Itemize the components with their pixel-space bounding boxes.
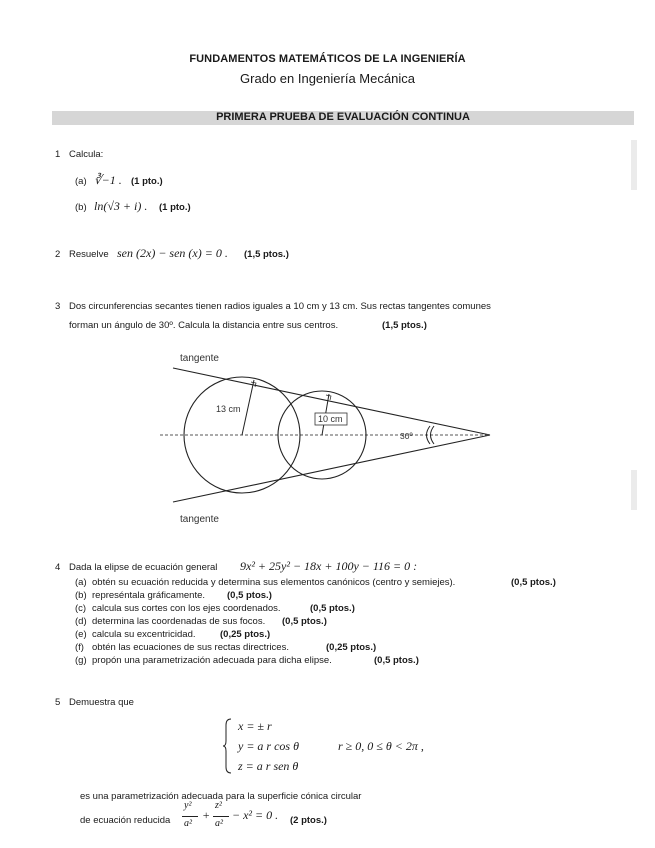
question-number: 1 <box>55 149 61 160</box>
item-label: (d) <box>75 616 87 627</box>
points-label: (1,5 ptos.) <box>244 249 289 260</box>
item-text: calcula su excentricidad. <box>92 629 196 640</box>
parameter-conditions: r ≥ 0, 0 ≤ θ < 2π , <box>338 739 424 753</box>
question-prompt: Resuelve <box>69 249 109 260</box>
system-equation-x: x = ± r <box>238 719 272 733</box>
fraction-numerator: y² <box>184 800 192 811</box>
exam-title: PRIMERA PRUEBA DE EVALUACIÓN CONTINUA <box>216 111 470 123</box>
question-text: Dos circunferencias secantes tienen radios iguales a 10 cm y 13 cm. Sus rectas tangentes comunes <box>69 301 491 312</box>
question-text: es una parametrización adecuada para la superficie cónica circular <box>80 791 362 802</box>
question-prompt: Demuestra que <box>69 697 134 708</box>
large-radius-label: 13 cm <box>216 404 241 414</box>
points-label: (0,25 ptos.) <box>220 629 271 640</box>
points-label: (0,5 ptos.) <box>511 577 556 588</box>
points-label: (0,5 ptos.) <box>310 603 355 614</box>
question-number: 2 <box>55 249 61 260</box>
item-label: (c) <box>75 603 87 614</box>
points-label: (0,5 ptos.) <box>282 616 327 627</box>
document-subtitle: Grado en Ingeniería Mecánica <box>240 71 415 86</box>
math-expression: ∛−1 . <box>94 173 122 187</box>
scan-mark <box>631 140 637 190</box>
item-label: (a) <box>75 577 87 588</box>
small-radius-label: 10 cm <box>318 414 343 424</box>
equation-tail: − x² = 0 . <box>232 808 279 822</box>
document-title: FUNDAMENTOS MATEMÁTICOS DE LA INGENIERÍA <box>189 53 466 65</box>
points-label: (1 pto.) <box>159 202 191 213</box>
tangent-circles-figure <box>140 340 510 530</box>
item-label: (b) <box>75 202 87 213</box>
points-label: (0,5 ptos.) <box>374 655 419 666</box>
item-text: propón una parametrización adecuada para dicha elipse. <box>92 655 332 666</box>
question-prompt: Calcula: <box>69 149 104 160</box>
item-label: (a) <box>75 176 87 187</box>
item-text: obtén su ecuación reducida y determina sus elementos canónicos (centro y semiejes). <box>92 577 456 588</box>
question-prompt: Dada la elipse de ecuación general <box>69 562 218 573</box>
item-label: (g) <box>75 655 87 666</box>
math-expression: ln(√3 + i) . <box>94 199 148 213</box>
points-label: (2 ptos.) <box>290 815 327 826</box>
scan-mark <box>631 470 637 510</box>
question-number: 4 <box>55 562 61 573</box>
question-text: forman un ángulo de 30º. Calcula la distancia entre sus centros. <box>69 320 339 331</box>
points-label: (0,5 ptos.) <box>227 590 272 601</box>
item-label: (f) <box>75 642 84 653</box>
item-text: represéntala gráficamente. <box>92 590 206 601</box>
points-label: (1,5 ptos.) <box>382 320 427 331</box>
plus-sign: + <box>202 808 211 822</box>
tangent-label-top: tangente <box>180 353 219 364</box>
ellipse-equation: 9x² + 25y² − 18x + 100y − 116 = 0 : <box>240 559 418 573</box>
large-radius-line <box>242 380 254 435</box>
system-equation-z: z = a r sen θ <box>238 759 299 773</box>
question-number: 3 <box>55 301 61 312</box>
system-equation-y: y = a r cos θ <box>238 739 299 753</box>
fraction-denominator: a² <box>215 818 223 829</box>
question-text: de ecuación reducida <box>80 815 171 826</box>
item-label: (e) <box>75 629 87 640</box>
fraction-bar <box>182 816 198 817</box>
left-brace <box>222 717 234 775</box>
fraction-numerator: z² <box>215 800 222 811</box>
points-label: (1 pto.) <box>131 176 163 187</box>
tangent-label-bottom: tangente <box>180 514 219 525</box>
angle-label: 30º <box>400 431 413 441</box>
math-expression: sen (2x) − sen (x) = 0 . <box>117 246 228 260</box>
tangent-line-bottom <box>173 435 490 502</box>
item-text: determina las coordenadas de sus focos. <box>92 616 266 627</box>
fraction-denominator: a² <box>184 818 192 829</box>
question-number: 5 <box>55 697 61 708</box>
points-label: (0,25 ptos.) <box>326 642 377 653</box>
item-text: obtén las ecuaciones de sus rectas directrices. <box>92 642 289 653</box>
fraction-bar <box>213 816 229 817</box>
item-text: calcula sus cortes con los ejes coordenados. <box>92 603 281 614</box>
item-label: (b) <box>75 590 87 601</box>
